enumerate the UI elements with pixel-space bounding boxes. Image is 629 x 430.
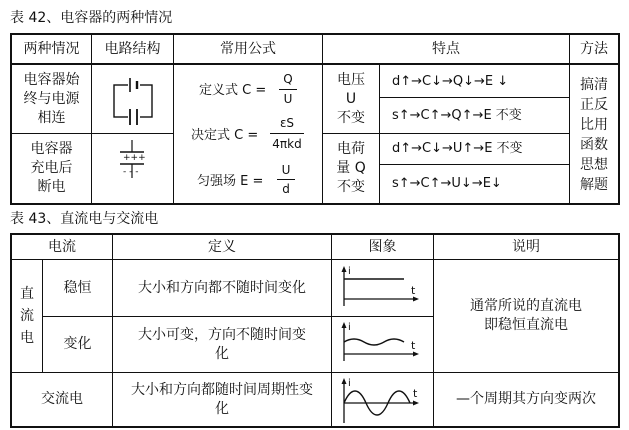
formula-field-denominator: d <box>282 182 290 196</box>
header-graph: 图象 <box>368 238 397 255</box>
graph-varying-axis-i: i <box>348 322 351 333</box>
type-steady: 稳恒 <box>63 279 92 296</box>
situation-disconnected: 电容器 充电后 断电 <box>30 141 73 195</box>
circuit-diagram-connected <box>92 65 173 133</box>
definition-ac: 大小和方向都随时间周期性变 化 <box>131 381 313 417</box>
formula-field-numerator: U <box>281 163 291 177</box>
header-formulas: 常用公式 <box>220 40 276 57</box>
svg-text:+++: +++ <box>123 153 146 163</box>
type-varying: 变化 <box>63 336 92 352</box>
svg-text:- - -: - - - <box>123 167 139 177</box>
table-42-caption: 表 42、电容器的两种情况 <box>10 10 173 26</box>
feature-row-2: s↑→C↑→Q↑→E 不变 <box>392 107 522 123</box>
header-method: 方法 <box>580 40 608 57</box>
feature-row-3: d↑→C↓→U↑→E 不变 <box>392 141 523 156</box>
condition-voltage-constant: 电压 U 不变 <box>337 72 365 126</box>
formula-definition-denominator: U <box>283 92 293 106</box>
graph-ac <box>332 373 433 426</box>
dc-label: 直 流 电 <box>20 286 34 346</box>
graph-steady-axis-t: t <box>411 284 416 297</box>
header-circuit: 电路结构 <box>104 40 161 57</box>
definition-varying: 大小可变，方向不随时间变 化 <box>138 326 306 362</box>
graph-steady-axis-i: i <box>348 266 351 277</box>
header-definition: 定义 <box>208 238 236 255</box>
header-notes: 说明 <box>512 238 540 255</box>
charged-capacitor-icon <box>92 134 173 203</box>
method-text: 搞清 正反 比用 函数 思想 解题 <box>580 76 608 193</box>
graph-varying-dc <box>332 317 433 372</box>
definition-steady: 大小和方向都不随时间变化 <box>138 279 306 296</box>
type-ac: 交流电 <box>41 391 83 407</box>
graph-steady-dc <box>332 260 433 316</box>
header-current: 电流 <box>48 238 76 255</box>
note-ac: —个周期其方向变两次 <box>456 391 596 407</box>
graph-ac-axis-i: i <box>348 378 351 389</box>
header-features: 特点 <box>432 40 460 57</box>
graph-ac-axis-t: t <box>413 387 418 400</box>
situation-connected: 电容器始 终与电源 相连 <box>23 72 80 126</box>
note-dc: 通常所说的直流电 即稳恒直流电 <box>470 298 582 333</box>
header-situations: 两种情况 <box>23 40 80 57</box>
formula-definition-numerator: Q <box>283 72 293 86</box>
graph-varying-axis-t: t <box>411 339 416 352</box>
formula-determination-numerator: εS <box>279 116 295 130</box>
feature-row-1: d↑→C↓→Q↓→E ↓ <box>392 73 509 89</box>
formula-definition: 定义式 C = <box>199 83 267 98</box>
formula-determination-denominator: 4πkd <box>272 137 302 151</box>
table-43-caption: 表 43、直流电与交流电 <box>10 211 159 227</box>
feature-row-4: s↑→C↑→U↓→E↓ <box>392 176 502 191</box>
formula-uniform-field: 匀强场 E = <box>197 174 264 189</box>
formula-determination: 决定式 C = <box>191 128 259 143</box>
condition-charge-constant: 电荷 量 Q 不变 <box>336 141 366 195</box>
